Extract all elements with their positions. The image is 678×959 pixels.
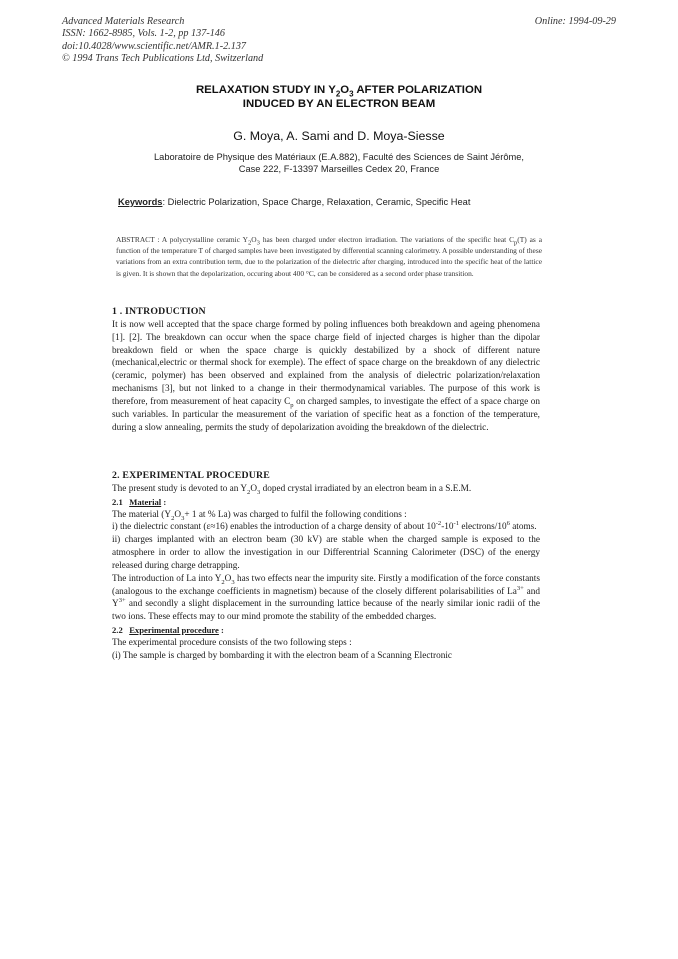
paragraph: i) the dielectric constant (ε≈16) enables the introduction of a charge density of about $10^{-2}-10^{-1}$ electrons/$10^6$ atoms.: [112, 520, 537, 533]
abstract: ABSTRACT : A polycrystalline ceramic $Y_2O_3$ has been charged under electron irradiation. The variations of the specific heat $C_p(T)$ as a function of the temperature T of charged samples have been investigated by differential scanning calorimetry. A possible understanding of these variations from an extra contribution term, due to the polarization of the dielectric after charging, introduced into the specific heat of the lattice is given. It is shown that the depolarization, occuring about 400 °C, can be considered as a second order phase transition.: [116, 235, 542, 278]
affiliation: [0, 151, 678, 175]
title-line-1: RELAXATION STUDY IN $Y_2O_3$ AFTER POLARIZATION: [195, 84, 483, 99]
subsection-heading: 2.2 Experimental procedure :: [112, 625, 224, 636]
section-heading: 2. EXPERIMENTAL PROCEDURE: [112, 470, 271, 481]
journal-name: Advanced Materials Research: [62, 16, 185, 27]
doi-line: doi:10.4028/www.scientific.net/AMR.1-2.137: [62, 40, 247, 52]
authors: G. Moya, A. Sami and D. Moya-Siesse: [233, 129, 445, 143]
issn-line: ISSN: 1662-8985, Vols. 1-2, pp 137-146: [62, 28, 225, 40]
journal-header: [62, 16, 263, 66]
affiliation-line-2: Case 222, F-13397 Marseilles Cedex 20, France: [238, 164, 440, 174]
section-introduction: [112, 306, 540, 434]
section-experimental: [112, 470, 540, 663]
paragraph: The introduction of La into $Y_2O_3$ has two effects near the impurity site. Firstly a modification of the force constants (analogous to the exchange coefficients in magnetism) because of the closely different polarisabilities of $La^{3+}$ and $Y^{3+}$ and secondly a slight displacement in the surrounding lattice because of the nearly similar ionic radii of the two ions. These effects may to our mind promote the stability of the embedded charges.: [112, 573, 541, 623]
paragraph: It is now well accepted that the space charge formed by poling influences both breakdown and ageing phenomena [1]. [2]. The breakdown can occur when the space charge field of injected charges is higher than the dipolar breakdown field or when the space charge is quickly destabilized by a shock of different nature (mechanical,electric or thermal shock for exemple). The effect of space charge on the breakdown of any dielectric (ceramic, polymer) has been observed and explained from the analysis of dielectric polarization/relaxation mechanisms [3], but not linked to a change in their thermodynamical variables. The purpose of this work is therefore, from measurement of heat capacity $C_p$ on charged samples, to investigate the effect of a space charge on such variables. In particular the measurement of the variation of specific heat as a fonction of the temperature, during a slow annealing, permits the study of depolarization avoiding the breakdown of the dielectric.: [112, 319, 541, 433]
keywords-label: Keywords: [118, 197, 163, 207]
keywords-text: : Dielectric Polarization, Space Charge, Relaxation, Ceramic, Specific Heat: [162, 197, 471, 207]
paragraph: (i) The sample is charged by bombarding it with the electron beam of a Scanning Electronic: [112, 650, 453, 661]
section-heading: 1 . INTRODUCTION: [112, 306, 206, 317]
paragraph: The present study is devoted to an $Y_2O_3$ doped crystal irradiated by an electron beam in a S.E.M.: [112, 483, 472, 496]
online-date: Online: 1994-09-29: [534, 16, 616, 27]
paragraph: The material ($Y_2O_3+ 1$ at % La) was charged to fulfil the following conditions :: [112, 509, 407, 522]
paper-title: [0, 84, 678, 111]
paragraph: ii) charges implanted with an electron beam (30 kV) are stable when the charged sample is exposed to the atmosphere in order to allow the investigation in our Differentrial Scanning Calorimeter (DSC) of the energy released during charge detrapping.: [112, 535, 540, 571]
copyright-line: © 1994 Trans Tech Publications Ltd, Switzerland: [62, 53, 264, 65]
affiliation-line-1: Laboratoire de Physique des Matériaux (E.A.882), Faculté des Sciences de Saint Jérôme,: [153, 152, 524, 162]
keywords: [118, 197, 578, 207]
title-line-2: INDUCED BY AN ELECTRON BEAM: [242, 97, 436, 110]
subsection-heading: 2.1 Material :: [112, 496, 167, 507]
paragraph: The experimental procedure consists of the two following steps :: [112, 637, 352, 648]
